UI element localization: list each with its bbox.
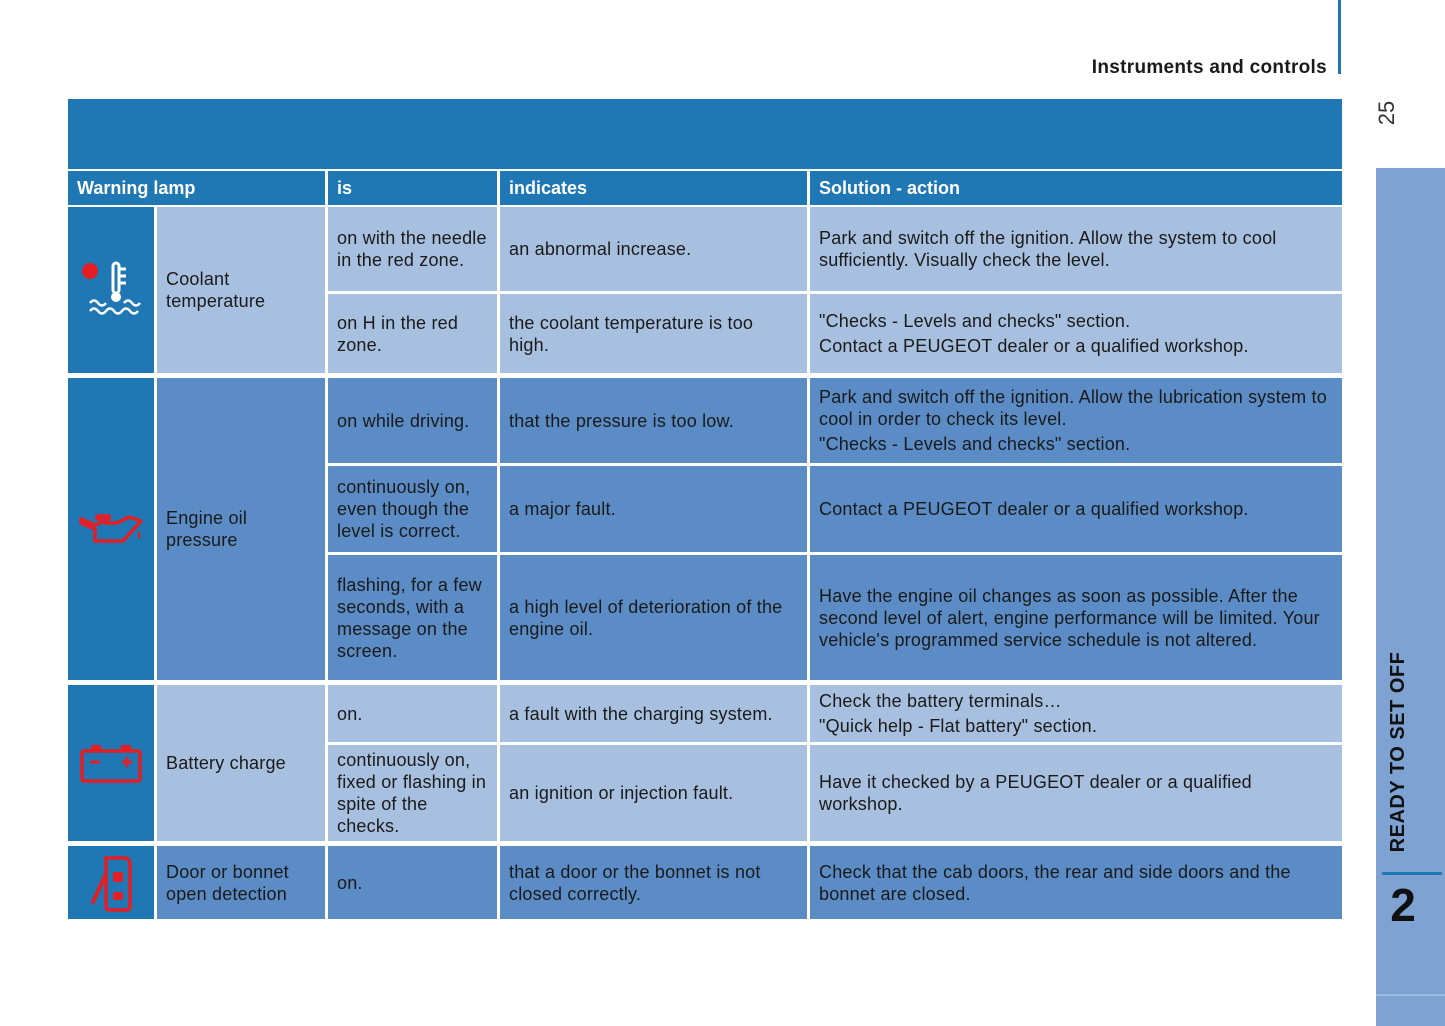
lamp-name-door: Door or bonnet open detection	[157, 846, 328, 919]
cell-indicates: the coolant temperature is too high.	[500, 294, 810, 378]
header-solution: Solution - action	[810, 169, 1342, 207]
cell-indicates: an abnormal increase.	[500, 207, 810, 294]
door-open-icon	[88, 852, 134, 914]
header-is: is	[328, 169, 500, 207]
cell-indicates: that a door or the bonnet is not closed correctly.	[500, 846, 810, 919]
cell-solution	[810, 745, 1342, 846]
cell-is: on.	[328, 846, 500, 919]
cell-solution	[810, 846, 1342, 919]
cell-is: flashing, for a few seconds, with a message on the screen.	[328, 555, 500, 685]
battery-icon	[79, 742, 143, 784]
header-rule	[1338, 0, 1341, 74]
table-row	[68, 207, 1342, 294]
tab-divider	[1376, 994, 1445, 996]
solution-line: "Quick help - Flat battery" section.	[819, 716, 1098, 736]
cell-solution	[810, 207, 1342, 294]
cell-is: on H in the red zone.	[328, 294, 500, 378]
solution-line: "Checks - Levels and checks" section.	[819, 311, 1131, 331]
header-warning-lamp: Warning lamp	[68, 169, 328, 207]
solution-line: Check that the cab doors, the rear and side doors and the bonnet are closed.	[819, 861, 1291, 904]
cell-is: on with the needle in the red zone.	[328, 207, 500, 294]
cell-indicates: an ignition or injection fault.	[500, 745, 810, 846]
chapter-label: READY TO SET OFF	[1386, 651, 1409, 853]
cell-is: continuously on, even though the level is correct.	[328, 466, 500, 555]
coolant-temperature-icon	[80, 259, 142, 321]
cell-solution	[810, 378, 1342, 466]
chapter-rule	[1382, 872, 1442, 875]
table-row	[68, 378, 1342, 466]
solution-line: Park and switch off the ignition. Allow the lubrication system to cool in order to check its level.	[819, 387, 1327, 429]
oil-icon-cell	[68, 378, 157, 685]
table-top-band	[68, 99, 1342, 169]
door-icon-cell	[68, 846, 157, 919]
cell-solution	[810, 685, 1342, 745]
cell-indicates: a high level of deterioration of the engine oil.	[500, 555, 810, 685]
chapter-number: 2	[1390, 879, 1416, 931]
solution-line: Check the battery terminals…	[819, 691, 1062, 711]
header-indicates: indicates	[500, 169, 810, 207]
lamp-name-coolant: Coolant temperature	[157, 207, 328, 378]
lamp-name-battery: Battery charge	[157, 685, 328, 846]
cell-solution	[810, 466, 1342, 555]
cell-solution	[810, 555, 1342, 685]
solution-line: Park and switch off the ignition. Allow the system to cool sufficiently. Visually check the level.	[819, 228, 1277, 270]
solution-line: Contact a PEUGEOT dealer or a qualified workshop.	[819, 336, 1249, 356]
cell-indicates: that the pressure is too low.	[500, 378, 810, 466]
cell-is: on.	[328, 685, 500, 745]
solution-line: "Checks - Levels and checks" section.	[819, 434, 1131, 454]
solution-line: Have the engine oil changes as soon as possible. After the second level of alert, engine performance will be limited. Your vehicle's programmed service schedule is not altered.	[819, 585, 1320, 650]
table-header-row	[68, 169, 1342, 207]
cell-solution	[810, 294, 1342, 378]
battery-icon-cell	[68, 685, 157, 846]
cell-indicates: a major fault.	[500, 466, 810, 555]
cell-indicates: a fault with the charging system.	[500, 685, 810, 745]
coolant-icon-cell	[68, 207, 157, 378]
cell-is: continuously on, fixed or flashing in spite of the checks.	[328, 745, 500, 846]
table-row	[68, 846, 1342, 919]
solution-line: Contact a PEUGEOT dealer or a qualified workshop.	[819, 499, 1249, 519]
page-number: 25	[1374, 100, 1399, 126]
cell-is: on while driving.	[328, 378, 500, 466]
oil-can-icon	[77, 509, 145, 549]
solution-line: Have it checked by a PEUGEOT dealer or a qualified workshop.	[819, 772, 1252, 814]
section-title: Instruments and controls	[1091, 57, 1327, 78]
table-row	[68, 685, 1342, 745]
lamp-name-oil: Engine oil pressure	[157, 378, 328, 685]
warning-lamp-table	[68, 99, 1342, 919]
